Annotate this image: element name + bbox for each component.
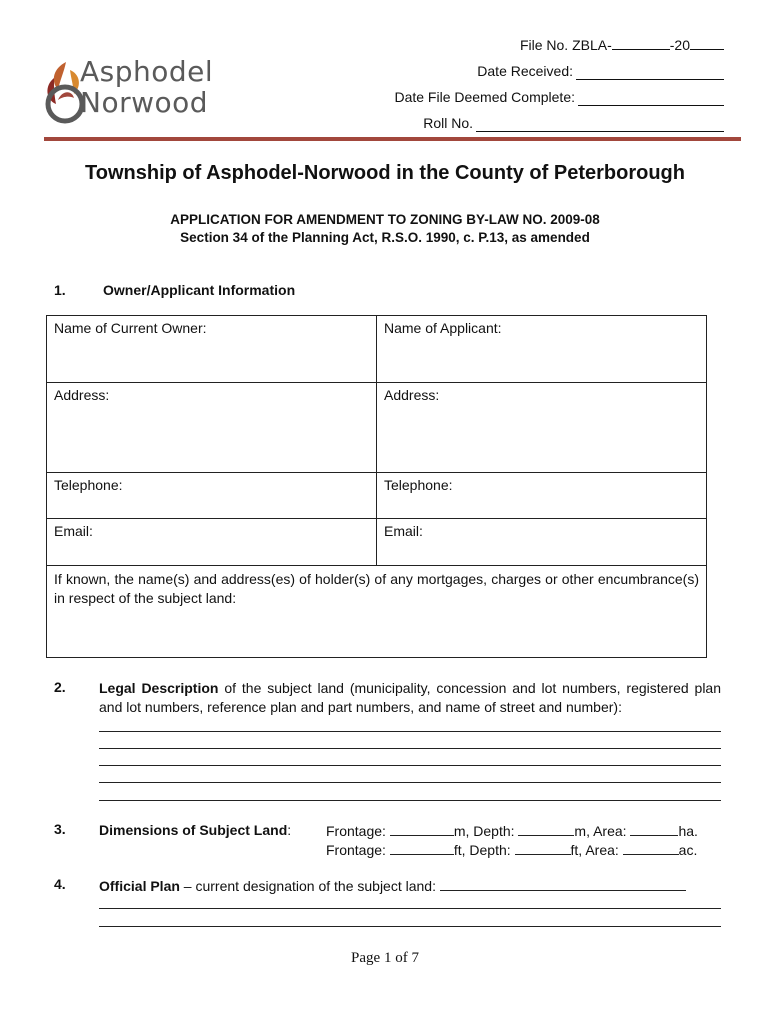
official-plan-line-2[interactable] xyxy=(99,926,721,927)
file-no-year-field[interactable] xyxy=(690,34,724,50)
legal-description-line-1[interactable] xyxy=(99,731,721,732)
address-row xyxy=(47,383,707,473)
m-area-label: m, Area: xyxy=(574,823,627,839)
m-depth-label: m, Depth: xyxy=(453,823,515,839)
logo-line-1: Asphodel xyxy=(80,55,214,88)
legal-description-line-3[interactable] xyxy=(99,765,721,766)
asphodel-norwood-logo xyxy=(44,56,254,126)
section-4-description: – current designation of the subject land: xyxy=(179,878,436,894)
owner-email-cell[interactable] xyxy=(47,519,377,566)
frontage-m-field[interactable] xyxy=(390,821,454,836)
file-no-year-prefix: -20 xyxy=(669,37,690,53)
roll-no-field[interactable] xyxy=(476,115,724,132)
date-received-field[interactable] xyxy=(576,63,724,80)
page-number: Page 1 of 7 xyxy=(351,950,419,966)
date-complete-row xyxy=(364,80,724,106)
date-complete-label: Date File Deemed Complete: xyxy=(394,89,575,105)
page-subtitle xyxy=(0,211,770,247)
applicant-address-label: Address: xyxy=(384,387,440,403)
date-received-label: Date Received: xyxy=(477,63,573,79)
section-3-heading: Dimensions of Subject Land xyxy=(99,822,288,838)
owner-email-label: Email: xyxy=(54,523,93,539)
applicant-name-label: Name of Applicant: xyxy=(384,320,502,336)
ft-area-label: ft, Area: xyxy=(570,842,619,858)
file-no-field[interactable] xyxy=(612,34,670,50)
header-divider xyxy=(44,137,741,141)
owner-name-cell[interactable] xyxy=(47,316,377,383)
legal-description-line-2[interactable] xyxy=(99,748,721,749)
telephone-row xyxy=(47,473,707,519)
area-ha-field[interactable] xyxy=(630,821,678,836)
mortgage-text: If known, the name(s) and address(es) of holder(s) of any mortgages, charges or other encumbrance(s) in respect of the subject land: xyxy=(54,571,699,606)
file-info-block xyxy=(364,28,724,132)
section-4-text xyxy=(99,876,721,896)
legal-description-line-4[interactable] xyxy=(99,782,721,783)
roll-no-label: Roll No. xyxy=(423,115,473,131)
area-ac-field[interactable] xyxy=(623,840,679,855)
section-2-heading: Legal Description xyxy=(99,680,219,696)
ha-label: ha. xyxy=(678,823,698,839)
section-3-number: 3. xyxy=(54,821,66,837)
owner-address-cell[interactable] xyxy=(47,383,377,473)
section-2-text xyxy=(99,679,721,717)
owner-phone-cell[interactable] xyxy=(47,473,377,519)
applicant-phone-label: Telephone: xyxy=(384,477,453,493)
legal-description-line-5[interactable] xyxy=(99,800,721,801)
owner-address-label: Address: xyxy=(54,387,110,403)
section-3-heading-wrap xyxy=(99,821,319,840)
applicant-name-cell[interactable] xyxy=(377,316,707,383)
section-1-heading: Owner/Applicant Information xyxy=(103,282,296,298)
logo-line-2: Norwood xyxy=(80,86,209,119)
depth-m-field[interactable] xyxy=(518,821,574,836)
section-4-heading: Official Plan xyxy=(99,878,180,894)
date-received-row xyxy=(364,54,724,80)
applicant-email-label: Email: xyxy=(384,523,423,539)
applicant-email-cell[interactable] xyxy=(377,519,707,566)
file-no-row xyxy=(364,28,724,54)
subtitle-line-1: APPLICATION FOR AMENDMENT TO ZONING BY-LAW NO. 2009-08 xyxy=(170,212,600,227)
owner-applicant-table xyxy=(46,315,707,658)
roll-no-row xyxy=(364,106,724,132)
dimensions-imperial xyxy=(326,840,697,860)
section-4-number: 4. xyxy=(54,876,66,892)
file-no-label: File No. ZBLA- xyxy=(519,37,612,53)
applicant-phone-cell[interactable] xyxy=(377,473,707,519)
ac-label: ac. xyxy=(678,842,698,858)
name-row xyxy=(47,316,707,383)
official-plan-line-1[interactable] xyxy=(99,908,721,909)
depth-ft-field[interactable] xyxy=(515,840,571,855)
date-complete-field[interactable] xyxy=(578,89,724,106)
frontage-ft-field[interactable] xyxy=(390,840,454,855)
email-row xyxy=(47,519,707,566)
leaf-emblem-icon xyxy=(44,60,84,126)
owner-phone-label: Telephone: xyxy=(54,477,123,493)
section-2-description: of the subject land (municipality, concession and lot numbers, registered plan and lot numbers, reference plan and part numbers, and name of street and number): xyxy=(99,680,722,715)
dimensions-metric xyxy=(326,821,698,841)
section-1-number: 1. xyxy=(54,282,66,298)
official-plan-designation-field[interactable] xyxy=(440,876,686,891)
logo-wordmark xyxy=(80,56,213,118)
mortgage-cell[interactable] xyxy=(47,566,707,658)
frontage-m-label: Frontage: xyxy=(326,823,386,839)
section-2-number: 2. xyxy=(54,679,66,695)
owner-name-label: Name of Current Owner: xyxy=(54,320,207,336)
page-title: Township of Asphodel-Norwood in the County of Peterborough xyxy=(85,162,685,184)
applicant-address-cell[interactable] xyxy=(377,383,707,473)
frontage-ft-label: Frontage: xyxy=(326,842,386,858)
ft-depth-label: ft, Depth: xyxy=(453,842,511,858)
subtitle-line-2: Section 34 of the Planning Act, R.S.O. 1990, c. P.13, as amended xyxy=(180,230,590,245)
mortgage-row xyxy=(47,566,707,658)
section-3-colon: : xyxy=(287,822,292,838)
